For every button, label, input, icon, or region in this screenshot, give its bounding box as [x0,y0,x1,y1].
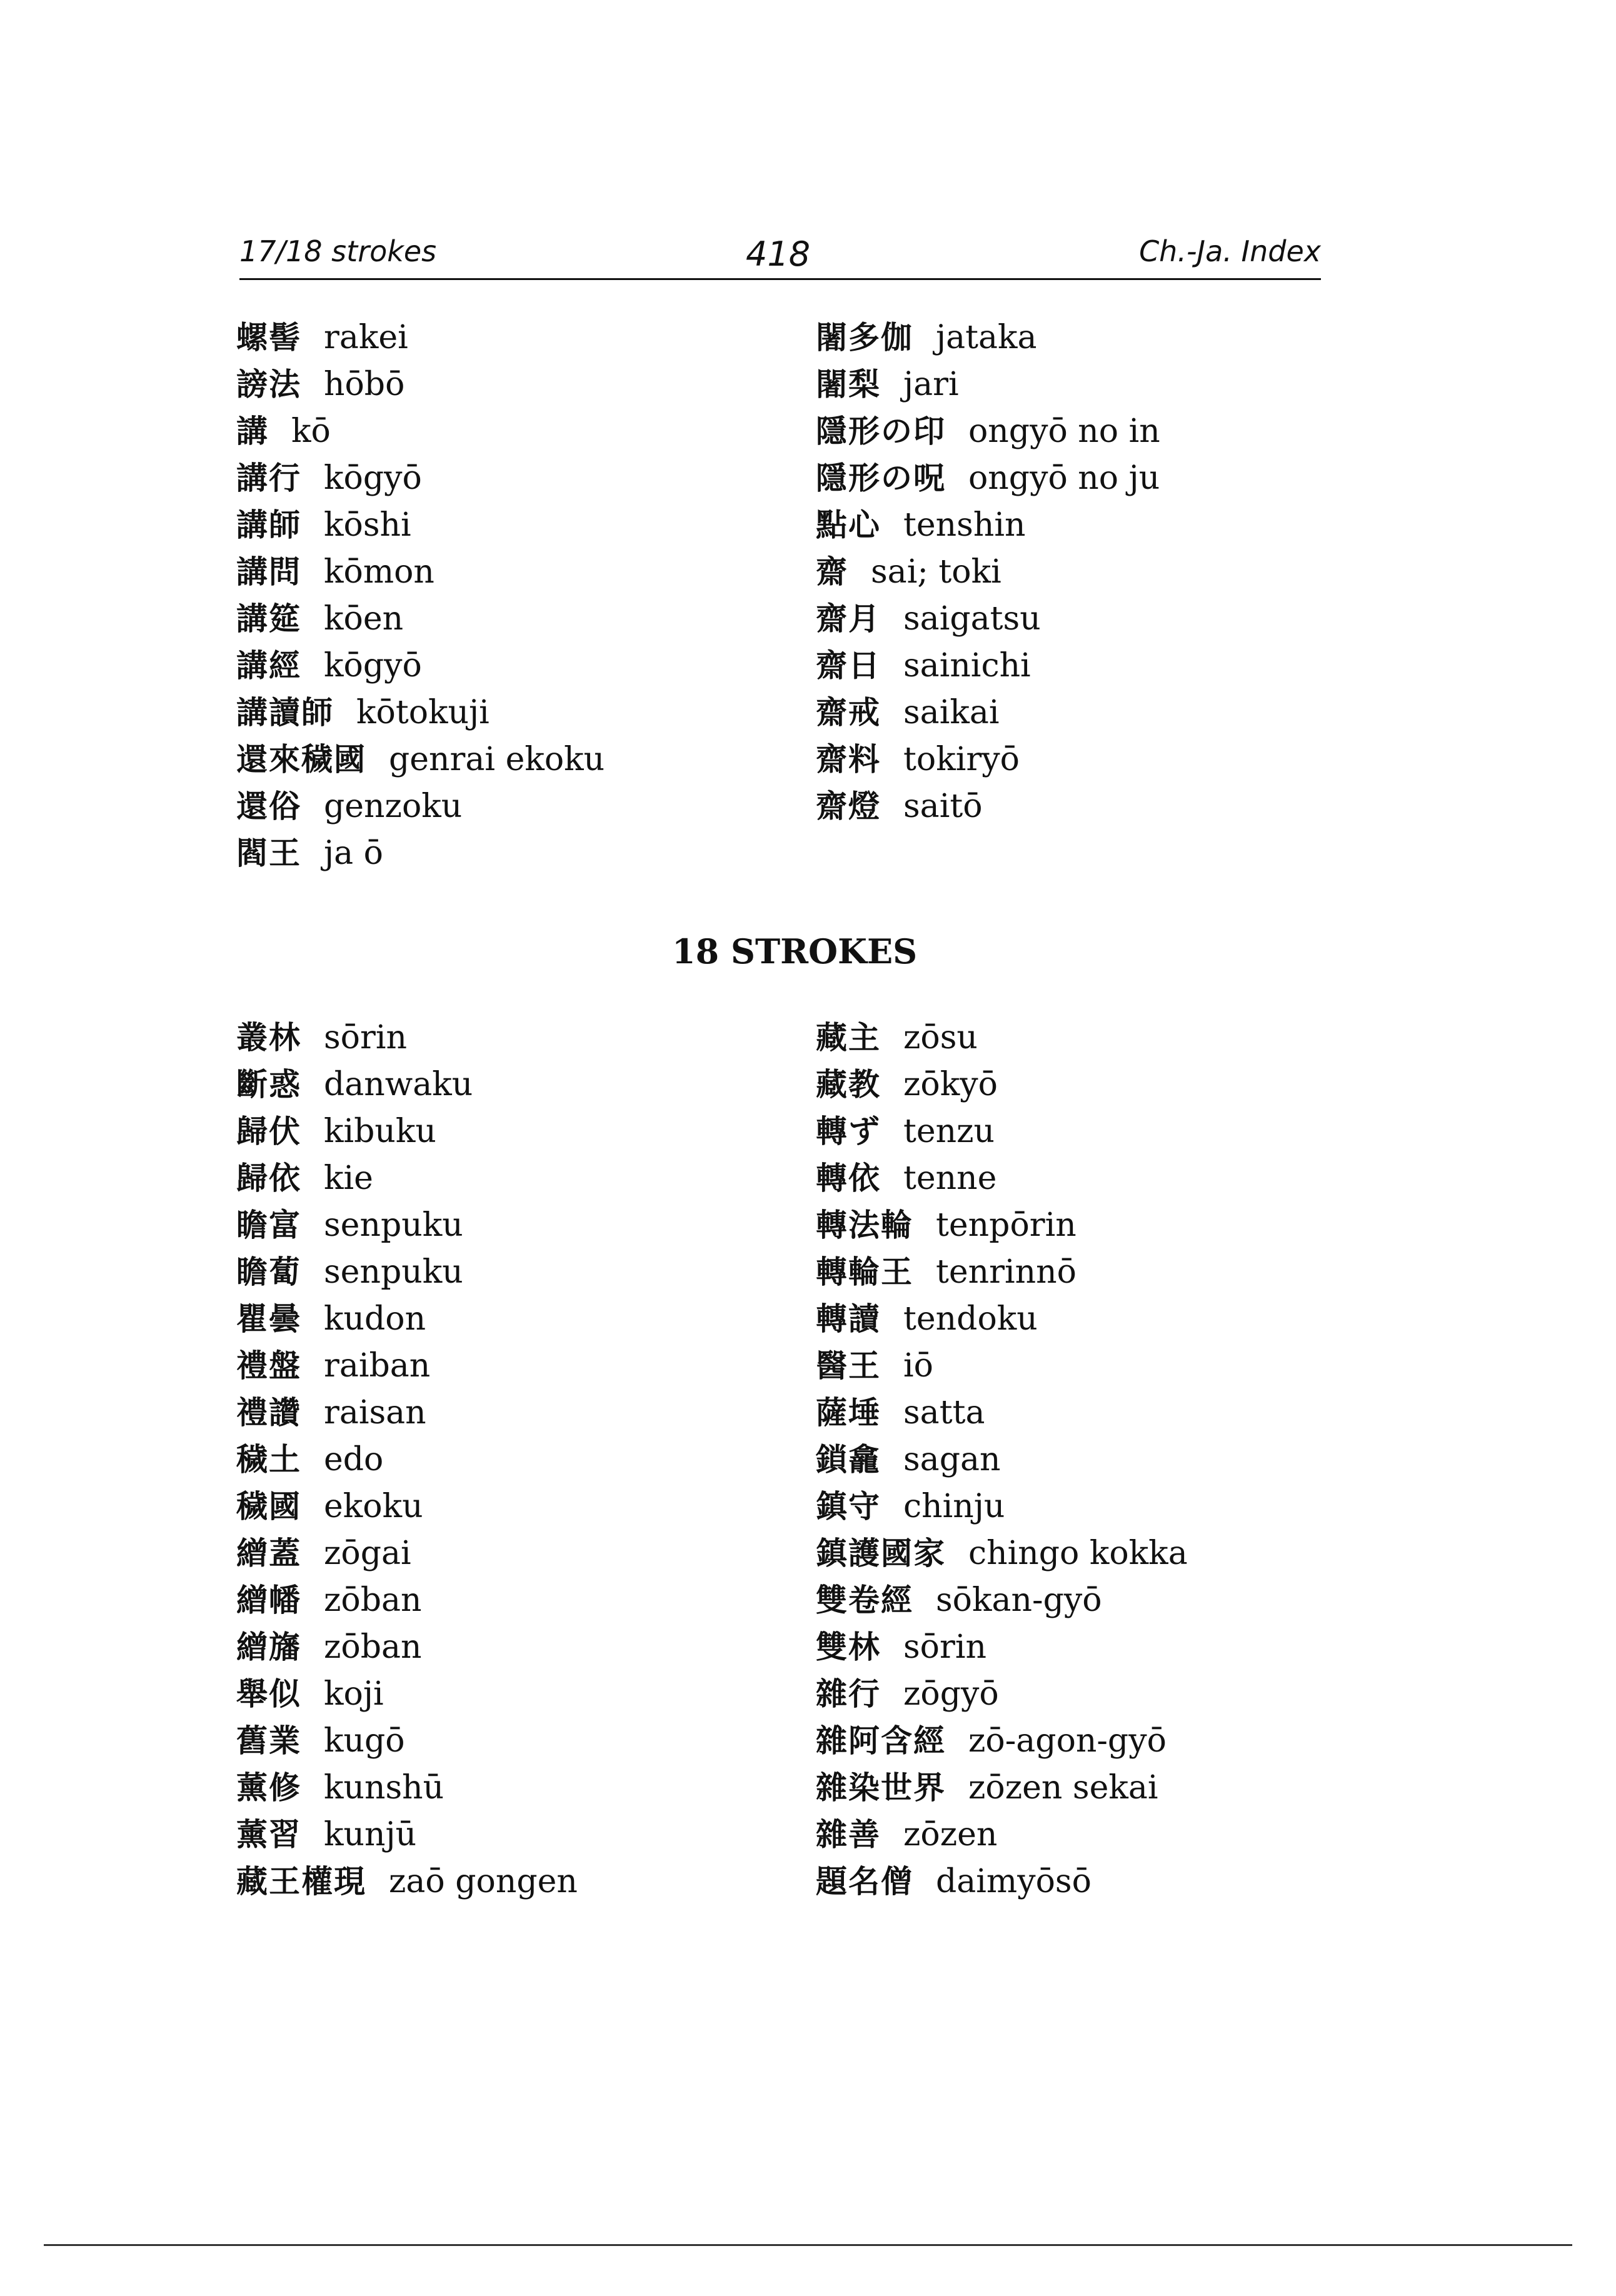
list-item: 禮盤 raiban [236,1347,431,1385]
list-item: 薩埵 satta [816,1394,985,1431]
list-item: 薰習 kunjū [236,1816,417,1853]
list-item: 轉法輪 tenpōrin [816,1206,1076,1244]
list-item: 鎮護國家 chingo kokka [816,1535,1188,1572]
list-item: 繒幡 zōban [236,1582,422,1619]
list-item: 藏王權現 zaō gongen [236,1863,578,1900]
list-item: 齋日 sainichi [816,647,1031,684]
page-number: 418 [746,234,811,274]
list-item: 藏主 zōsu [816,1019,978,1056]
list-item: 雜善 zōzen [816,1816,998,1853]
list-item: 轉輪王 tenrinnō [816,1253,1076,1291]
running-head [239,228,1321,280]
footer-rule [44,2244,1572,2246]
list-item: 講師 kōshi [236,506,411,544]
list-item: 齋料 tokiryō [816,741,1020,778]
list-item: 雜染世界 zōzen sekai [816,1769,1158,1807]
list-item: 闍梨 jari [816,366,959,403]
list-item: 闍多伽 jataka [816,319,1037,356]
list-item: 雙卷經 sōkan-gyō [816,1582,1102,1619]
list-item: 繒旛 zōban [236,1628,422,1666]
list-item: 斷惑 danwaku [236,1066,473,1103]
list-item: 雙林 sōrin [816,1628,986,1666]
list-item: 藏教 zōkyō [816,1066,998,1103]
list-item: 講讀師 kōtokuji [236,694,489,731]
list-item: 舊業 kugō [236,1722,405,1760]
list-item: 瞻富 senpuku [236,1206,463,1244]
list-item: 講 kō [236,413,331,450]
list-item: 還來穢國 genrai ekoku [236,741,605,778]
list-item: 齋 sai; toki [816,553,1001,591]
list-item: 螺髻 rakei [236,319,408,356]
list-item: 閻王 ja ō [236,835,383,872]
list-item: 還俗 genzoku [236,788,463,825]
list-item: 謗法 hōbō [236,366,405,403]
list-item: 繒蓋 zōgai [236,1535,411,1572]
list-item: 醫王 iō [816,1347,933,1385]
list-item: 講筵 kōen [236,600,404,638]
list-item: 鎮守 chinju [816,1488,1005,1525]
list-item: 歸伏 kibuku [236,1113,436,1150]
list-item: 齋戒 saikai [816,694,1000,731]
list-item: 講經 kōgyō [236,647,422,684]
list-item: 鎖龕 sagan [816,1441,1001,1478]
list-item: 齋月 saigatsu [816,600,1041,638]
list-item: 穢土 edo [236,1441,384,1478]
list-item: 轉讀 tendoku [816,1300,1038,1338]
list-item: 薰修 kunshū [236,1769,444,1807]
list-item: 隱形の印 ongyō no in [816,413,1160,450]
list-item: 講問 kōmon [236,553,434,591]
list-item: 講行 kōgyō [236,459,422,497]
list-item: 隱形の呪 ongyō no ju [816,459,1160,497]
list-item: 禮讚 raisan [236,1394,426,1431]
header-stroke-range: 17/18 strokes [239,234,437,268]
list-item: 轉依 tenne [816,1160,997,1197]
list-item: 齋燈 saitō [816,788,983,825]
list-item: 叢林 sōrin [236,1019,407,1056]
list-item: 轉ず tenzu [816,1113,995,1150]
list-item: 穢國 ekoku [236,1488,423,1525]
list-item: 瞿曇 kudon [236,1300,426,1338]
list-item: 歸依 kie [236,1160,373,1197]
list-item: 雜阿含經 zō-agon-gyō [816,1722,1167,1760]
list-item: 點心 tenshin [816,506,1026,544]
list-item: 題名僧 daimyōsō [816,1863,1092,1900]
list-item: 舉似 koji [236,1675,384,1713]
list-item: 瞻蔔 senpuku [236,1253,463,1291]
list-item: 雜行 zōgyō [816,1675,999,1713]
header-index-title: Ch.-Ja. Index [1139,234,1321,268]
section-heading-18-strokes: 18 STROKES [672,931,918,971]
